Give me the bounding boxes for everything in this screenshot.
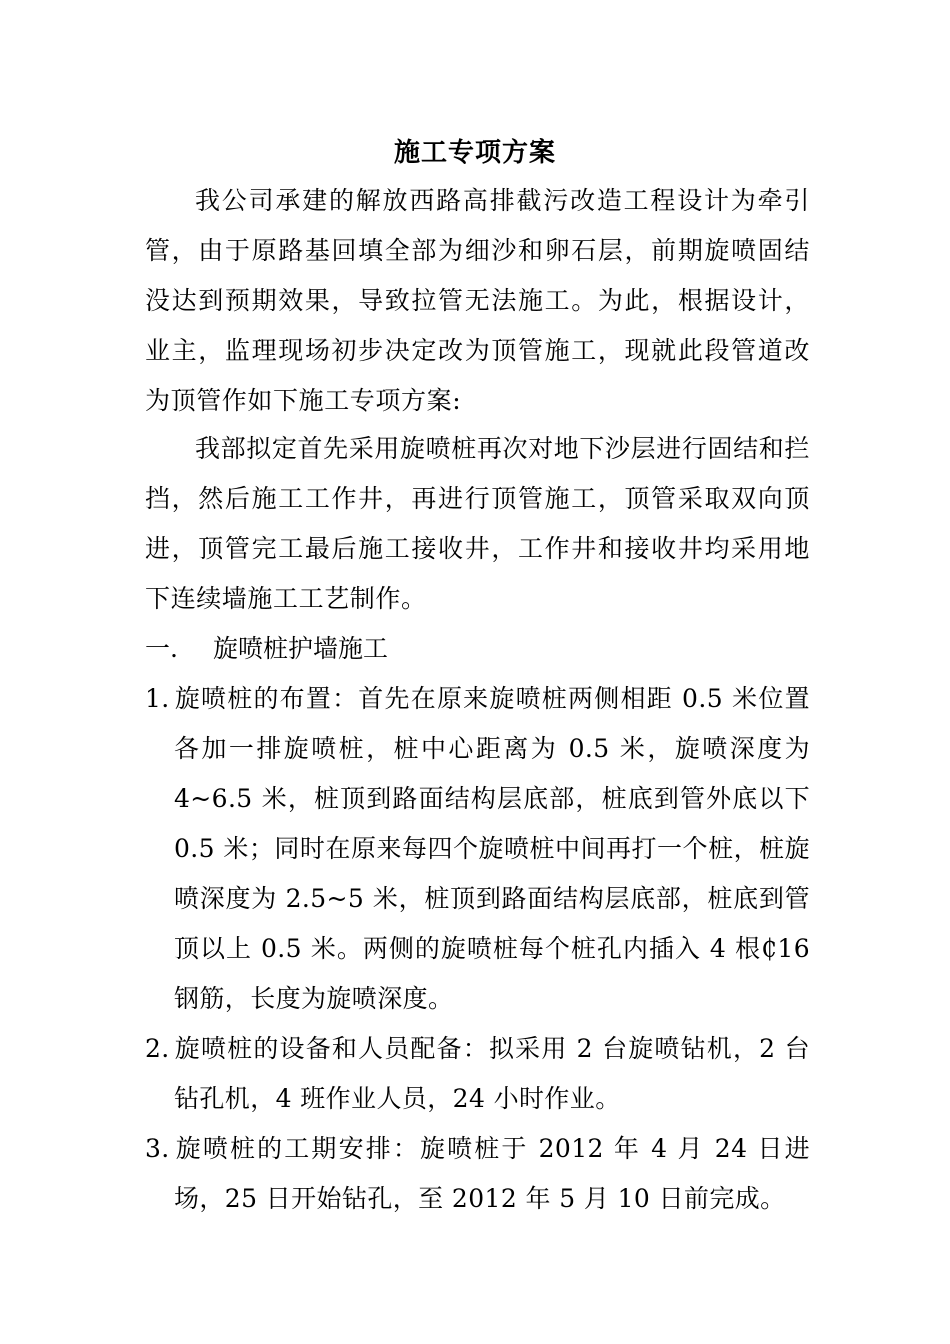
plan-paragraph: 我部拟定首先采用旋喷桩再次对地下沙层进行固结和拦挡，然后施工工作井，再进行顶管施工，顶管采取双向顶进，顶管完工最后施工接收井，工作井和接收井均采用地下连续墙施工工艺制作。 bbox=[145, 434, 810, 613]
list-item-number: 1. bbox=[145, 684, 170, 713]
list-item-text: 旋喷桩的布置：首先在原来旋喷桩两侧相距 0.5 米位置各加一排旋喷桩，桩中心距离为 0.5 米，旋喷深度为 4~6.5 米，桩顶到路面结构层底部，桩底到管外底以下 0.5 米；同时在原来每四个旋喷桩中间再打一个桩，桩旋喷深度为 2.5~5 米，桩顶到路面结构层底部，桩底到管顶以上 0.5 米。两侧的旋喷桩每个桩孔内插入 4 根₵16 钢筋，长度为旋喷深度。 bbox=[174, 684, 810, 1013]
section-number: 一. bbox=[145, 634, 178, 663]
list-item bbox=[145, 674, 810, 1024]
section-title: 旋喷桩护墙施工 bbox=[213, 634, 389, 663]
list-item bbox=[145, 1124, 810, 1224]
document-title: 施工专项方案 bbox=[393, 138, 556, 168]
list-item bbox=[145, 1024, 810, 1124]
list-item-number: 3. bbox=[145, 1134, 170, 1163]
list-item-number: 2. bbox=[145, 1034, 170, 1063]
list-item-text: 旋喷桩的设备和人员配备：拟采用 2 台旋喷钻机，2 台钻孔机，4 班作业人员，24 小时作业。 bbox=[174, 1034, 810, 1113]
section-heading bbox=[145, 624, 810, 674]
list-item-text: 旋喷桩的工期安排：旋喷桩于 2012 年 4 月 24 日进场，25 日开始钻孔，至 2012 年 5 月 10 日前完成。 bbox=[174, 1134, 810, 1213]
intro-paragraph: 我公司承建的解放西路高排截污改造工程设计为牵引管，由于原路基回填全部为细沙和卵石层，前期旋喷固结没达到预期效果，导致拉管无法施工。为此，根据设计，业主，监理现场初步决定改为顶管施工，现就此段管道改为顶管作如下施工专项方案: bbox=[145, 186, 810, 415]
